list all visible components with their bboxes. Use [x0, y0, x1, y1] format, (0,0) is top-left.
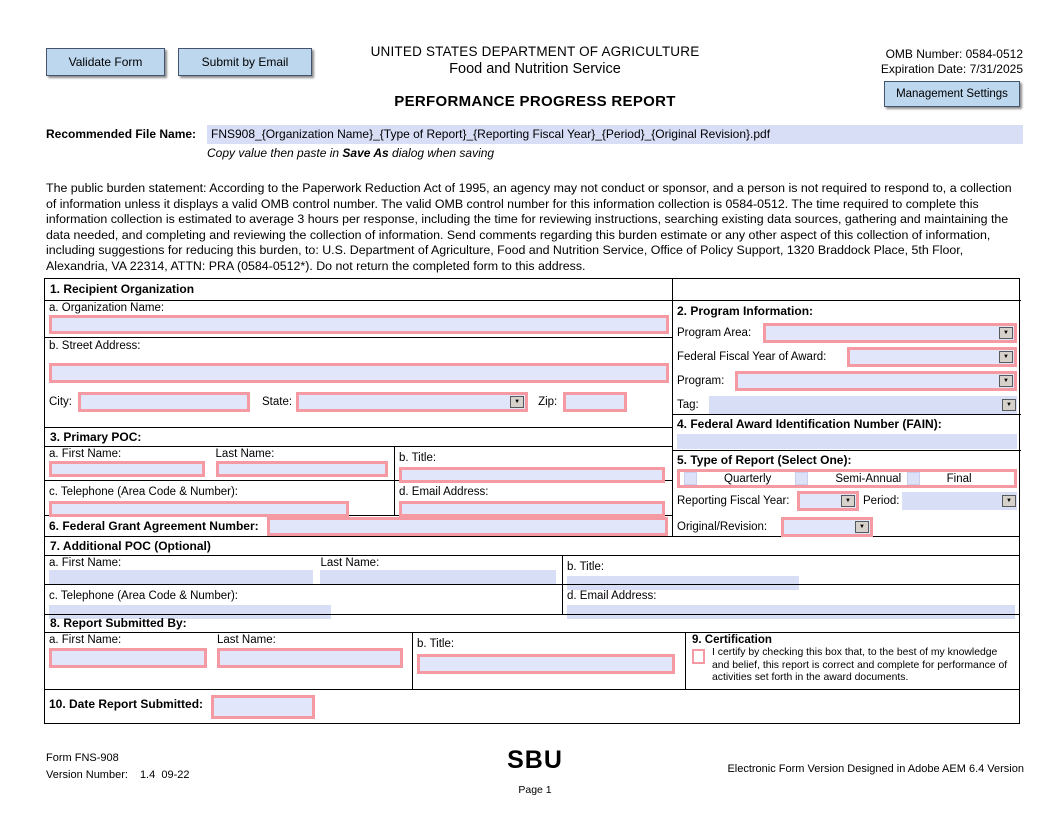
omb-block: [881, 47, 1023, 77]
original-revision-label: Original/Revision:: [677, 521, 768, 533]
grant-agreement-row: [45, 516, 672, 536]
footer-right-text: Electronic Form Version Designed in Adobe AEM 6.4 Version: [727, 763, 1024, 775]
primary-first-name-label: a. First Name:: [49, 448, 122, 460]
chevron-down-icon[interactable]: ▼: [841, 495, 855, 507]
period-label: Period:: [863, 495, 900, 507]
ffy-award-dropdown[interactable]: [847, 347, 1017, 367]
validate-form-button[interactable]: Validate Form: [46, 48, 165, 76]
final-label: Final: [946, 472, 972, 485]
section9-title: 9. Certification: [692, 634, 772, 646]
period-dropdown[interactable]: [902, 492, 1017, 510]
submitter-first-name-input[interactable]: [49, 648, 207, 668]
version-value: 1.4 09-22: [139, 769, 190, 781]
primary-phone-label: c. Telephone (Area Code & Number):: [49, 486, 238, 498]
type-of-report-section: [673, 451, 1021, 540]
section2-title: 2. Program Information:: [677, 304, 814, 318]
chevron-down-icon[interactable]: ▼: [1002, 399, 1016, 411]
primary-first-name-input[interactable]: [49, 461, 205, 477]
tag-dropdown[interactable]: [709, 396, 1017, 414]
certification-text: I certify by checking this box that, to the best of my knowledge and belief, this report is correct and complete for performance of activities set forth in the award documents.: [712, 647, 1008, 684]
submitter-title-label: b. Title:: [417, 638, 455, 650]
filename-hint-bold: Save As: [342, 146, 389, 160]
final-checkbox[interactable]: [907, 472, 920, 485]
primary-last-name-input[interactable]: [216, 461, 388, 477]
report-type-quarterly[interactable]: [680, 472, 791, 485]
report-type-semi-annual[interactable]: [791, 472, 902, 485]
section5-title: 5. Type of Report (Select One):: [677, 453, 852, 467]
chevron-down-icon[interactable]: ▼: [999, 375, 1013, 387]
submit-by-email-button[interactable]: Submit by Email: [178, 48, 312, 76]
version-label: Version Number:: [46, 769, 128, 781]
primary-last-name-label: Last Name:: [215, 448, 275, 460]
footer-left: [46, 750, 189, 784]
fain-input[interactable]: [677, 434, 1017, 449]
recommended-filename-label: Recommended File Name:: [46, 127, 197, 141]
certification-checkbox[interactable]: [692, 649, 705, 664]
page-number: Page 1: [518, 784, 552, 796]
submitter-first-name-label: a. First Name:: [49, 634, 122, 646]
program-dropdown[interactable]: [735, 371, 1017, 391]
zip-label: Zip:: [538, 396, 558, 408]
semi-annual-label: Semi-Annual: [835, 472, 902, 485]
additional-last-name-input[interactable]: [320, 570, 556, 584]
report-type-options: [677, 469, 1017, 488]
program-information-section: [673, 301, 1021, 415]
ffy-award-label: Federal Fiscal Year of Award:: [677, 351, 827, 363]
chevron-down-icon[interactable]: ▼: [1002, 495, 1016, 507]
fain-section: [673, 415, 1021, 451]
form-number: Form FNS-908: [46, 752, 119, 764]
additional-poc-name-row: [45, 555, 1019, 584]
section6-title: 6. Federal Grant Agreement Number:: [49, 519, 259, 533]
program-area-label: Program Area:: [677, 327, 752, 339]
grant-agreement-input[interactable]: [267, 517, 668, 536]
report-type-final[interactable]: [903, 472, 1014, 485]
street-address-input[interactable]: [49, 363, 669, 383]
original-revision-dropdown[interactable]: [781, 517, 873, 537]
management-settings-button[interactable]: Management Settings: [884, 81, 1020, 107]
section10-title: 10. Date Report Submitted:: [49, 697, 204, 711]
state-label: State:: [262, 396, 293, 408]
additional-phone-label: c. Telephone (Area Code & Number):: [49, 590, 238, 602]
reporting-fiscal-year-dropdown[interactable]: [797, 491, 859, 511]
semi-annual-checkbox[interactable]: [795, 472, 808, 485]
chevron-down-icon[interactable]: ▼: [999, 327, 1013, 339]
program-label: Program:: [677, 375, 725, 387]
primary-title-label: b. Title:: [399, 452, 437, 464]
city-label: City:: [49, 396, 72, 408]
filename-hint-suffix: dialog when saving: [388, 146, 495, 160]
street-address-label: b. Street Address:: [49, 340, 141, 352]
section3-title: 3. Primary POC:: [45, 428, 672, 447]
agency-title: [250, 44, 820, 77]
chevron-down-icon[interactable]: ▼: [510, 396, 524, 408]
submitter-last-name-input[interactable]: [217, 648, 403, 668]
filename-hint: [207, 146, 494, 160]
additional-email-label: d. Email Address:: [567, 590, 657, 602]
additional-first-name-label: a. First Name:: [49, 557, 122, 569]
agency-subname: Food and Nutrition Service: [449, 61, 621, 77]
section4-title: 4. Federal Award Identification Number (FAIN):: [677, 417, 942, 431]
chevron-down-icon[interactable]: ▼: [855, 521, 869, 533]
additional-poc-contact-row: [45, 584, 1019, 614]
filename-hint-prefix: Copy value then paste in: [207, 146, 343, 160]
tag-label: Tag:: [677, 399, 699, 411]
date-report-submitted-row: [45, 689, 1019, 723]
reporting-fiscal-year-label: Reporting Fiscal Year:: [677, 495, 790, 507]
form-table: [44, 278, 1020, 724]
zip-input[interactable]: [563, 392, 627, 412]
recommended-filename-row: [46, 125, 1023, 144]
additional-last-name-label: Last Name:: [320, 557, 380, 569]
omb-number: OMB Number: 0584-0512: [885, 47, 1023, 61]
quarterly-label: Quarterly: [724, 472, 772, 485]
primary-phone-input[interactable]: [49, 501, 349, 517]
empty-cell: [673, 279, 1021, 301]
org-name-label: a. Organization Name:: [49, 302, 165, 314]
chevron-down-icon[interactable]: ▼: [999, 351, 1013, 363]
primary-poc-contact-row: [45, 481, 672, 516]
submitter-last-name-label: Last Name:: [217, 634, 276, 646]
recommended-filename-value[interactable]: FNS908_{Organization Name}_{Type of Report}_{Reporting Fiscal Year}_{Period}_{Original Revision}.pdf: [207, 125, 1023, 144]
primary-email-input[interactable]: [399, 501, 665, 517]
primary-email-label: d. Email Address:: [399, 486, 489, 498]
expiration-date: Expiration Date: 7/31/2025: [880, 62, 1023, 76]
section1-title: 1. Recipient Organization: [45, 279, 672, 301]
additional-title-label: b. Title:: [567, 561, 605, 573]
report-submitted-by-row: [45, 632, 1019, 689]
form-title: PERFORMANCE PROGRESS REPORT: [394, 93, 676, 110]
certification-cell: [686, 633, 1019, 689]
date-report-submitted-input[interactable]: [211, 695, 315, 719]
state-dropdown[interactable]: [296, 392, 528, 412]
burden-statement: The public burden statement: According to the Paperwork Reduction Act of 1995, an agency may not conduct or sponsor, and a person is not required to respond to, a collection of information unless it displays a valid OMB control number. The valid OMB control number for this information collection is 0584-0512. The time required to complete this information collection is estimated to average 3 hours per response, including the time for reviewing instructions, searching existing data sources, gathering and maintaining the data needed, and completing and reviewing the collection of information. Send comments regarding this burden estimate or any other aspect of this collection of information, including suggestions for reducing this burden, to: U.S. Department of Agriculture, Food and Nutrition Service, Office of Policy Support, 1320 Braddock Place, 5th Floor, Alexandria, VA 22314, ATTN: PRA (0584-0512*). Do not return the completed form to this address.: [46, 181, 1012, 273]
quarterly-checkbox[interactable]: [684, 472, 697, 485]
sbu-marking: SBU: [507, 746, 563, 774]
section8-title: 8. Report Submitted By:: [45, 614, 1019, 632]
agency-name: UNITED STATES DEPARTMENT OF AGRICULTURE: [370, 44, 700, 59]
street-address-row: [45, 338, 672, 428]
city-input[interactable]: [78, 392, 250, 412]
org-name-input[interactable]: [49, 315, 669, 334]
program-area-dropdown[interactable]: [763, 323, 1017, 343]
org-name-row: [45, 301, 672, 338]
submitter-title-input[interactable]: [417, 654, 675, 674]
section7-title: 7. Additional POC (Optional): [45, 536, 1019, 555]
additional-first-name-input[interactable]: [49, 570, 313, 584]
primary-poc-name-row: [45, 447, 672, 481]
